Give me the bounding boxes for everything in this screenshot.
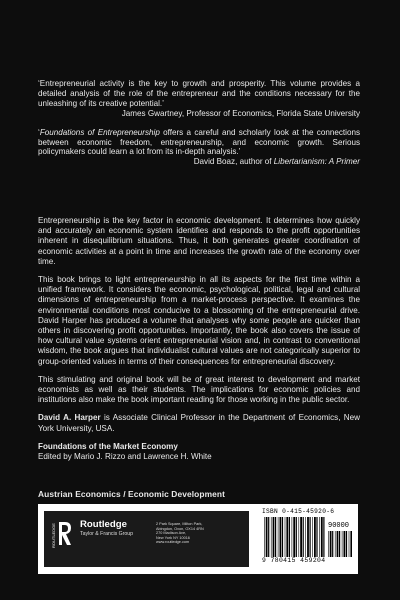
barcode-bar — [321, 517, 323, 557]
address-line: Abingdon, Oxon, OX14 4RN — [156, 526, 204, 531]
series-title: Foundations of the Market Economy — [38, 441, 178, 451]
review-quote — [38, 79, 360, 119]
barcode-bar — [280, 517, 282, 557]
barcode-bar — [273, 517, 275, 557]
barcode-bar — [346, 531, 347, 557]
attribution-name: David Boaz, author of — [193, 157, 274, 167]
price-barcode-bars — [328, 531, 352, 557]
barcode-bar — [303, 517, 304, 557]
series-info — [38, 442, 360, 462]
barcode-bar — [314, 517, 316, 557]
barcode-bar — [342, 531, 343, 557]
barcode-bar — [286, 517, 288, 557]
author-bio — [38, 413, 360, 433]
barcode-bar — [282, 517, 283, 557]
barcode-bar — [299, 517, 300, 557]
barcode-bar — [266, 517, 268, 557]
author-bio-text: is Associate Clinical Professor in the Department of Economics, New York University, USA. — [38, 413, 360, 433]
barcode-bar — [289, 517, 290, 557]
barcode-bar — [350, 531, 352, 557]
barcode-bar — [332, 531, 333, 557]
barcode-bar — [307, 517, 309, 557]
address-line: www.routledge.com — [156, 540, 190, 545]
routledge-logo-icon — [50, 518, 74, 550]
barcode-bar — [296, 517, 297, 557]
barcode-panel — [38, 504, 358, 574]
publisher-address — [156, 522, 236, 545]
review-quotes — [38, 79, 360, 167]
book-title-emphasis: Foundations of Entrepreneurship — [39, 127, 160, 137]
barcode-bar — [271, 517, 272, 557]
blurb — [38, 216, 360, 470]
quote-attribution: James Gwartney, Professor of Economics, Florida State University — [121, 108, 360, 118]
logo-side-text: ROUTLEDGE — [51, 523, 56, 548]
quote-text-rest: offers a careful and scholarly look at the connections between economic freedom, entrepreneurship, and economic growth. Serious policymakers could learn a lot from its in-depth analysis.’ — [38, 127, 360, 157]
barcode — [262, 508, 354, 570]
barcode-bar — [330, 531, 332, 557]
blurb-paragraph: This book brings to light entrepreneurship in all its aspects for the first time within a unified framework. It considers the economic, psychological, political, legal and cultural dimensions of entrepreneurship from a market-process perspective. It examines the environmental conditions most conducive to a blossoming of the entrepreneurial drive. David Harper has produced a volume that analyses why some people are quicker than others in discovering profit opportunities. Importantly, the book also covers the issue of how cultural value systems orient entrepreneurial vision and, in contrast to conventional wisdom, the book argues that individualist cultural values are not categorically superior to group-oriented values in terms of their consequences for entrepreneurial discovery. — [38, 275, 360, 366]
quote-attribution — [38, 157, 360, 167]
address-line: New York NY 10016 — [156, 535, 190, 540]
barcode-bar — [310, 517, 311, 557]
barcode-bars — [264, 517, 326, 557]
barcode-bar — [293, 517, 295, 557]
barcode-bar — [305, 517, 306, 557]
barcode-bar — [335, 531, 336, 557]
blurb-paragraph: Entrepreneurship is the key factor in economic development. It determines how quickly and accurately an economic system identifies and responds to the profit opportunities inherent in disequilibrium situations. Thus, it both generates greater coordination of economic activities at a point in time and increases the growth rate of the economy over time. — [38, 216, 360, 266]
quote-text: ‘Foundations of Entrepreneurship offers a careful and scholarly look at the connections between economic freedom, entrepreneurship, and economic growth. Serious policymakers could learn a lot from its in-depth analysis.’ — [38, 127, 360, 157]
barcode-bar — [275, 517, 276, 557]
barcode-digits: 9 780415 459204 — [262, 557, 326, 564]
review-quote — [38, 128, 360, 168]
address-line: 2 Park Square, Milton Park, — [156, 522, 203, 526]
barcode-bar — [268, 517, 269, 557]
publisher-block — [44, 511, 249, 567]
barcode-bar — [323, 517, 324, 557]
author-name: David A. Harper — [38, 413, 101, 423]
barcode-bar — [337, 531, 339, 557]
barcode-bar — [300, 517, 302, 557]
barcode-bar — [344, 531, 346, 557]
quote-text: ‘Entrepreneurial activity is the key to growth and prosperity. This volume provides a detailed analysis of the role of the entrepreneur and the conditions necessary for the unleashing of its creative potential.’ — [38, 79, 360, 108]
publisher-subtitle: Taylor & Francis Group — [80, 531, 134, 537]
barcode-bar — [264, 517, 265, 557]
subject-category: Austrian Economics / Economic Development — [38, 489, 225, 499]
barcode-bar — [312, 517, 313, 557]
barcode-bar — [285, 517, 286, 557]
barcode-bar — [278, 517, 279, 557]
address-line: 270 Madison Ave, — [156, 531, 187, 536]
barcode-bar — [339, 531, 340, 557]
barcode-bar — [328, 531, 329, 557]
barcode-bar — [349, 531, 350, 557]
publisher-name: Routledge — [80, 519, 127, 530]
price-code: 90000 — [328, 522, 350, 530]
series-editors: Edited by Mario J. Rizzo and Lawrence H. White — [38, 452, 212, 462]
attribution-book-title: Libertarianism: A Primer — [273, 157, 360, 167]
isbn-text: ISBN 0-415-45920-6 — [262, 508, 335, 515]
barcode-bar — [319, 517, 320, 557]
blurb-paragraph: This stimulating and original book will be of great interest to development and market economists as well as their students. The implications for economic policies and institutions also make the book important reading for those working in the public sector. — [38, 374, 360, 405]
barcode-bar — [292, 517, 293, 557]
barcode-bar — [316, 517, 317, 557]
